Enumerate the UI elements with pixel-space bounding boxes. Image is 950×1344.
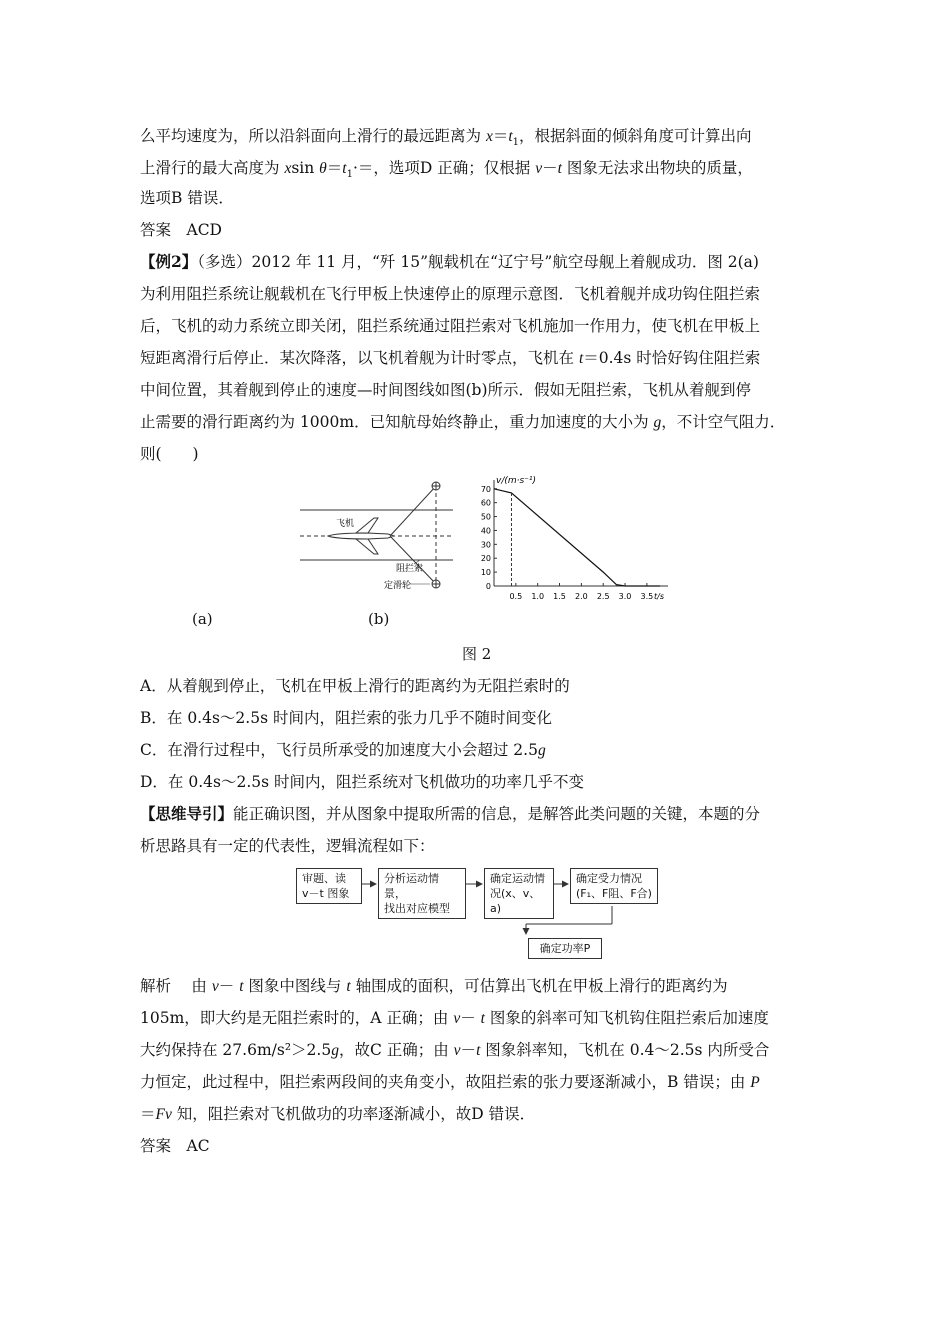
example-line-2: 为利用阻拦系统让舰载机在飞行甲板上快速停止的原理示意图．飞机着舰并成功钩住阻拦索 xyxy=(140,285,761,303)
option-c: C．在滑行过程中，飞行员所承受的加速度大小会超过 2.5g xyxy=(140,741,546,759)
flow-box-model: 分析运动情景， 找出对应模型 xyxy=(378,868,466,919)
analysis-line-4: 力恒定，此过程中，阻拦索两段间的夹角变小，故阻拦索的张力要逐渐减小，B 错误；由 P xyxy=(140,1073,760,1091)
y-tick-label: 0 xyxy=(485,582,491,591)
example-line-1: 【例2】（多选）2012 年 11 月，“歼 15”舰载机在“辽宁号”航空母舰上着舰成功．图 2(a) xyxy=(140,252,759,271)
guide-tag: 【思维导引】 xyxy=(140,804,234,823)
caption-b: (b) xyxy=(368,610,390,628)
flow-box-motion: 确定运动情 况(x、v、a) xyxy=(484,868,554,919)
guide-line-2: 析思路具有一定的代表性，逻辑流程如下： xyxy=(140,837,435,855)
x-tick-label: 2.5 xyxy=(596,592,610,601)
analysis-line-2: 105m，即大约是无阻拦索时的，A 正确；由 v－ t 图象的斜率可知飞机钩住阻拦索后加速度 xyxy=(140,1009,769,1027)
analysis-answer: 答案 AC xyxy=(140,1137,210,1155)
pulley-label: 定滑轮 xyxy=(384,581,412,591)
analysis-line-5: ＝Fv 知，阻拦索对飞机做功的功率逐渐减小，故D 错误． xyxy=(140,1105,536,1123)
option-d: D．在 0.4s～2.5s 时间内，阻拦系统对飞机做功的功率几乎不变 xyxy=(140,773,584,791)
option-b: B．在 0.4s～2.5s 时间内，阻拦索的张力几乎不随时间变化 xyxy=(140,709,552,727)
y-axis-label: v/(m·s⁻¹) xyxy=(496,476,537,486)
prev-line-2: 上滑行的最大高度为 xsin $\theta=t_1\cdot=$，选项D 正确；仅根据 v－t 图象无法求出物块的质量， xyxy=(140,159,753,181)
arrest-diagram xyxy=(298,478,458,594)
guide-line-1: 【思维导引】能正确识图，并从图象中提取所需的信息，是解答此类问题的关键，本题的分 xyxy=(140,804,761,823)
vt-series-line xyxy=(494,489,660,586)
y-tick-label: 10 xyxy=(480,568,491,578)
x-tick-label: 0.5 xyxy=(509,592,523,601)
flow-box-power: 确定功率P xyxy=(528,938,602,959)
x-tick-label: 3.5 xyxy=(640,592,654,601)
example-tag: 【例2】 xyxy=(140,252,198,271)
example-line-5: 中间位置，其着舰到停止的速度—时间图线如图(b)所示．假如无阻拦索，飞机从着舰到停 xyxy=(140,381,752,399)
y-tick-label: 40 xyxy=(480,526,491,536)
plane-label: 飞机 xyxy=(336,519,355,529)
prev-line-1: 么平均速度为，所以沿斜面向上滑行的最远距离为 $x=t_1$，根据斜面的倾斜角度可计算出向 xyxy=(140,127,752,149)
example-line-7: 则( ) xyxy=(140,445,199,463)
example-line-6: 止需要的滑行距离约为 1000m．已知航母始终静止，重力加速度的大小为 g，不计空气阻力． xyxy=(140,413,786,431)
y-tick-label: 20 xyxy=(480,554,491,564)
y-tick-label: 30 xyxy=(480,540,491,550)
example-line-3: 后，飞机的动力系统立即关闭，阻拦系统通过阻拦索对飞机施加一作用力，使飞机在甲板上 xyxy=(140,317,761,335)
analysis-line-3: 大约保持在 27.6m/s²＞2.5g，故C 正确；由 v－t 图象斜率知，飞机在 0.4～2.5s 内所受合 xyxy=(140,1041,770,1059)
cable-label: 阻拦索 xyxy=(396,564,424,574)
figure-caption: 图 2 xyxy=(462,645,492,663)
example-line-4: 短距离滑行后停止．某次降落，以飞机着舰为计时零点，飞机在 t＝0.4s 时恰好钩住阻拦索 xyxy=(140,349,761,367)
option-a: A．从着舰到停止，飞机在甲板上滑行的距离约为无阻拦索时的 xyxy=(140,677,570,695)
x-tick-label: 1.5 xyxy=(553,592,566,601)
y-tick-label: 60 xyxy=(480,498,491,508)
x-axis-label: t/s xyxy=(654,592,664,601)
y-tick-label: 70 xyxy=(480,484,491,494)
x-tick-label: 2.0 xyxy=(575,592,588,601)
prev-line-3: 选项B 错误． xyxy=(140,189,234,207)
x-tick-label: 3.0 xyxy=(618,592,632,601)
prev-answer: 答案 ACD xyxy=(140,221,222,239)
x-tick-label: 1.0 xyxy=(531,592,545,601)
analysis-line-1: 解析 由 v－ t 图象中图线与 t 轴围成的面积，可估算出飞机在甲板上滑行的距离约为 xyxy=(140,977,728,995)
y-tick-label: 50 xyxy=(480,512,491,522)
caption-a: (a) xyxy=(192,610,213,628)
vt-chart xyxy=(472,472,687,602)
flow-box-force: 确定受力情况 (F₁、F阻、F合) xyxy=(570,868,658,904)
flow-box-read: 审题、读 v－t 图象 xyxy=(296,868,362,904)
